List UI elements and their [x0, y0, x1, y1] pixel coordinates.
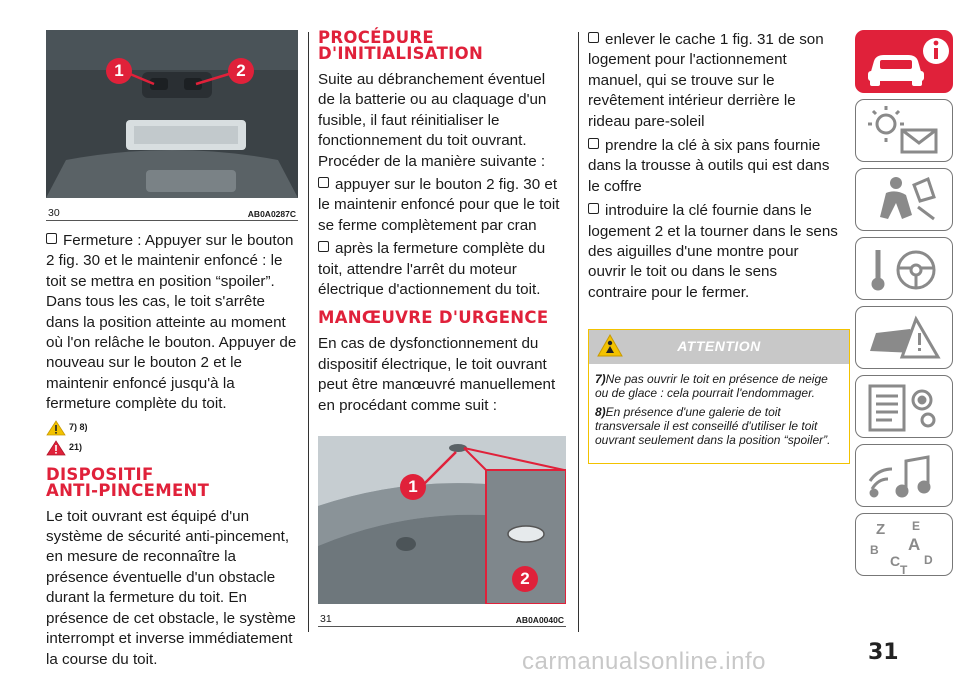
attention-note — [595, 406, 843, 447]
emergency-icon — [856, 307, 954, 370]
attention-note — [595, 373, 843, 400]
tab-maintenance[interactable] — [855, 375, 953, 438]
tab-dashboard-lights[interactable] — [855, 99, 953, 162]
figure-31 — [318, 436, 566, 627]
paragraph-anti-pincement: Le toit ouvrant est équipé d'un système de sécurité anti-pincement, en mesure de reconnaître la présence éventuelle d'un obstacle durant la fermeture du toit. En présence de cet obstacle, le système interrompt et inverse immédiatement la course du toit. — [46, 507, 296, 668]
heading-line: PROCÉDURE — [318, 28, 434, 47]
paragraph-intro: Suite au débranchement éventuel de la batterie ou au claquage d'un fusible, il faut réinitialiser le fonctionnement du toit ouvrant. — [318, 71, 547, 150]
callout-2: 2 — [512, 566, 538, 592]
dashboard-lights-icon — [856, 100, 954, 163]
callout-2: 2 — [228, 58, 254, 84]
paragraph-proceder: Procéder de la manière suivante : — [318, 152, 546, 170]
multimedia-icon — [856, 445, 954, 508]
tab-multimedia[interactable] — [855, 444, 953, 507]
bullet-item — [588, 201, 840, 303]
bullet-item — [318, 239, 566, 300]
note-number: 7) — [595, 372, 606, 387]
caution-ref-row — [46, 440, 298, 459]
paragraph-text: Fermeture : Appuyer sur le bouton 2 fig. 30 et le maintenir enfoncé : le toit se mettra en position “spoiler”. Dans tous les cas, le toit s'arrête dans la position atteinte au moment où l'on relâche le bouton. Appuyer de nouveau sur le bouton 2 et le maintenir enfoncé jusqu'à la fermeture complète du toit. — [46, 232, 297, 413]
column-divider — [578, 32, 579, 632]
tab-car-info[interactable] — [855, 30, 953, 93]
heading-line: ANTI-PINCEMENT — [46, 480, 210, 500]
caution-ref: 21) — [69, 441, 83, 452]
warning-ref-row — [46, 420, 298, 439]
heading-anti-pincement — [46, 464, 298, 500]
heading-line: DISPOSITIF — [46, 464, 154, 484]
callout-1: 1 — [400, 474, 426, 500]
note-text: Ne pas ouvrir le toit en présence de neige ou de glace : cela pourrait l'endommager. — [595, 372, 828, 400]
attention-body — [589, 364, 849, 463]
column-3 — [588, 30, 840, 464]
figure-number: 31 — [320, 613, 332, 626]
figure-30 — [46, 30, 298, 221]
figure-30-image — [46, 30, 298, 198]
figure-code: AB0A0040C — [515, 615, 564, 626]
callout-1: 1 — [106, 58, 132, 84]
attention-box — [588, 329, 850, 464]
checkbox-bullet-icon — [318, 177, 329, 188]
figure-code: AB0A0287C — [247, 209, 296, 219]
paragraph-fermeture — [46, 231, 298, 415]
column-divider — [308, 32, 309, 632]
index-icon — [856, 514, 954, 577]
paragraph-urgence: En cas de dysfonctionnement du dispositif électrique, le toit ouvrant peut être manœuvré manuellement en procédant comme suit : — [318, 335, 556, 414]
safety-airbag-icon — [856, 169, 954, 232]
index-letter: E — [912, 519, 921, 533]
attention-title: ATTENTION — [677, 338, 761, 355]
bullet-text: après la fermeture complète du toit, attendre l'arrêt du moteur électrique d'actionnement du toit. — [318, 240, 546, 299]
watermark: carmanualsonline.info — [522, 648, 766, 675]
heading-line: D'INITIALISATION — [318, 44, 484, 63]
bullet-text: appuyer sur le bouton 2 fig. 30 et le maintenir enfoncé pour que le toit se ferme complètement par cran — [318, 176, 560, 234]
index-letter: B — [870, 543, 879, 557]
maintenance-icon — [856, 376, 954, 439]
tab-index[interactable] — [855, 513, 953, 576]
tab-emergency[interactable] — [855, 306, 953, 369]
checkbox-bullet-icon — [588, 203, 599, 214]
warning-icon — [46, 420, 66, 436]
heading-urgence: MANŒUVRE D'URGENCE — [318, 308, 549, 328]
bullet-text: introduire la clé fournie dans le logement 2 et la tourner dans le sens des aiguilles d'une montre pour ouvrir le toit ou dans le sens contraire pour le fermer. — [588, 202, 838, 301]
note-text: En présence d'une galerie de toit transversale il est conseillé d'utiliser le toit ouvrant seulement dans la position “spoiler”. — [595, 405, 831, 447]
checkbox-bullet-icon — [588, 138, 599, 149]
bullet-item — [318, 175, 566, 236]
index-letter: A — [908, 535, 921, 554]
tab-safety[interactable] — [855, 168, 953, 231]
index-letter: Z — [876, 521, 886, 538]
note-number: 8) — [595, 405, 606, 420]
index-letter: C — [890, 553, 901, 569]
bullet-item — [588, 136, 840, 197]
column-2 — [318, 30, 566, 627]
figure-number: 30 — [48, 207, 60, 219]
attention-header — [589, 330, 849, 364]
heading-initialisation — [318, 30, 566, 62]
bullet-text: enlever le cache 1 fig. 31 de son logement pour l'actionnement manuel, qui se trouve sur le revêtement intérieur derrière le rideau pare-soleil — [588, 31, 824, 130]
checkbox-bullet-icon — [588, 32, 599, 43]
checkbox-bullet-icon — [46, 233, 57, 244]
index-letter: D — [924, 553, 933, 567]
bullet-item — [588, 30, 840, 132]
car-info-icon — [856, 31, 954, 94]
column-1 — [46, 30, 298, 670]
tab-starting-driving[interactable] — [855, 237, 953, 300]
figure-caption — [318, 609, 566, 627]
page-number: 31 — [868, 640, 899, 665]
caution-icon — [46, 440, 66, 456]
checkbox-bullet-icon — [318, 241, 329, 252]
bullet-text: prendre la clé à six pans fournie dans la trousse à outils qui est dans le coffre — [588, 137, 830, 195]
starting-driving-icon — [856, 238, 954, 301]
warning-ref: 7) 8) — [69, 421, 88, 432]
figure-caption — [46, 203, 298, 221]
index-letter: T — [900, 563, 908, 577]
